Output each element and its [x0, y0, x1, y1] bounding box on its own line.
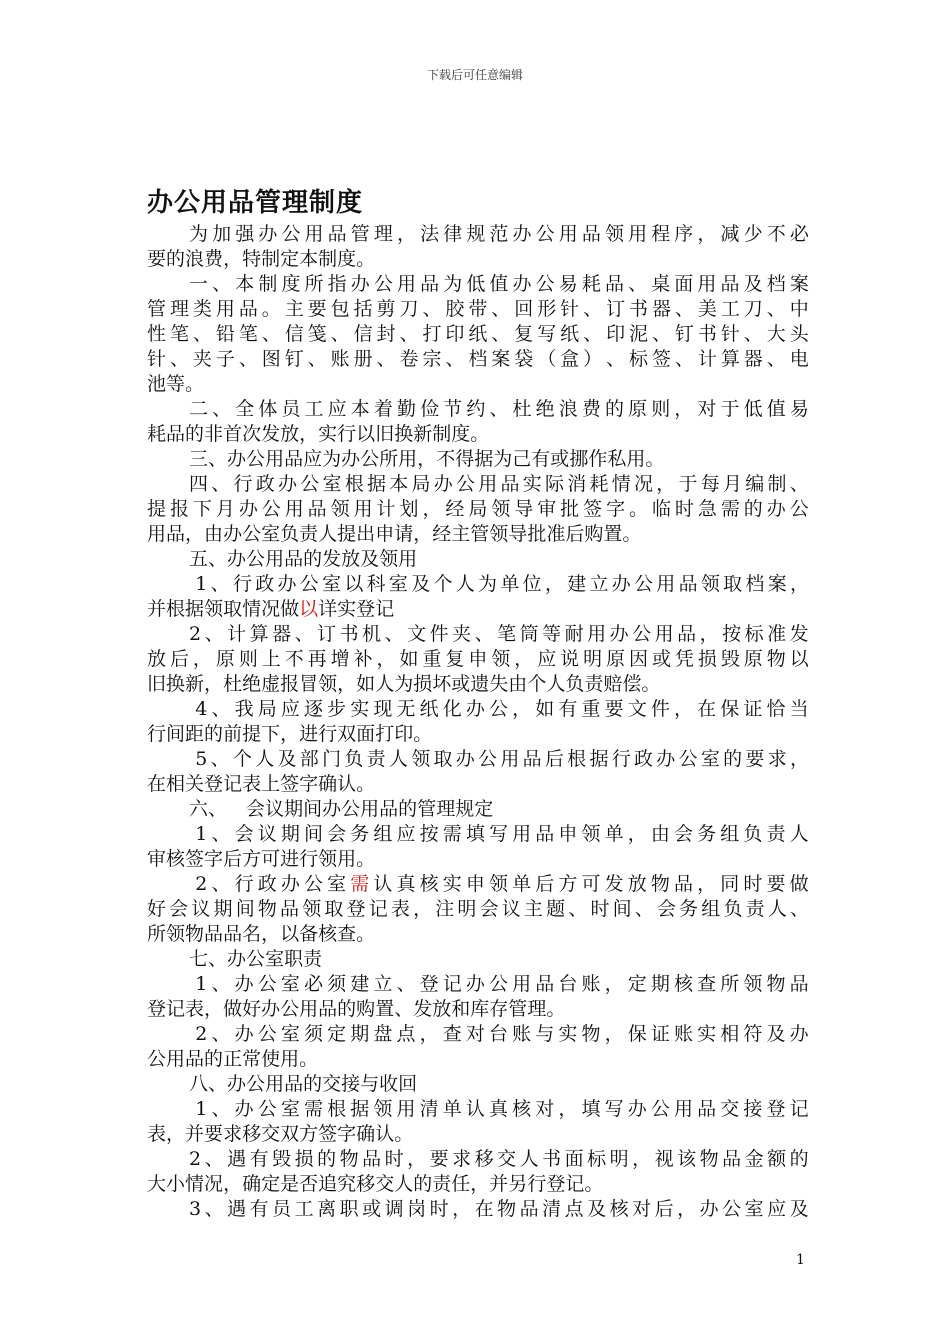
page-header: 下载后可任意编辑 — [426, 68, 523, 82]
text-line: 在 相 关 登 记 表 上 签 字 确 认 。 — [147, 773, 376, 795]
document-title: 办公用品管理制度 — [147, 188, 364, 218]
text-line: 2 、 行 政 办 公 室 需 认 真 核 实 申 领 单 后 方 可 发 放 物 品 ， 同 时 要 做 — [195, 873, 809, 895]
text-line: 审 核 签 字 后 方 可 进 行 领 用 。 — [147, 848, 376, 870]
text-line: 提 报 下 月 办 公 用 品 领 用 计 划 ， 经 局 领 导 审 批 签 字 。 临 时 急 需 的 办 公 — [147, 498, 809, 520]
text-line: 五 、 办 公 用 品 的 发 放 及 领 用 — [189, 548, 418, 570]
text-line: 表 ， 并 要 求 移 交 双 方 签 字 确 认 。 — [147, 1123, 414, 1145]
text-line: 池 等 。 — [147, 373, 205, 395]
document-body — [147, 222, 809, 1222]
text-line: 用 品 ， 由 办 公 室 负 责 人 提 出 申 请 ， 经 主 管 领 导 批 准 后 购 置 。 — [147, 523, 642, 545]
text-line: 1 、 办 公 室 需 根 据 领 用 清 单 认 真 核 对 ， 填 写 办 公 用 品 交 接 登 记 — [195, 1098, 809, 1120]
text-line: 1 、 会 议 期 间 会 务 组 应 按 需 填 写 用 品 申 领 单 ， 由 会 务 组 负 责 人 — [195, 823, 809, 845]
text-line: 八 、 办 公 用 品 的 交 接 与 收 回 — [189, 1073, 418, 1095]
text-line: 所 领 物 品 品 名 ， 以 备 核 查 。 — [147, 923, 376, 945]
text-line: 要 的 浪 费 ， 特 制 定 本 制 度 。 — [147, 248, 376, 270]
text-line: 2 、 遇 有 毁 损 的 物 品 时 ， 要 求 移 交 人 书 面 标 明 ， 视 该 物 品 金 额 的 — [189, 1148, 809, 1170]
text-line: 行 间 距 的 前 提 下 ， 进 行 双 面 打 印 。 — [147, 723, 433, 745]
text-line: 针 、 夹 子 、 图 钉 、 账 册 、 卷 宗 、 档 案 袋 （ 盒 ） 、 标 签 、 计 算 器 、 电 — [147, 348, 809, 370]
text-line: 三 、 办 公 用 品 应 为 办 公 所 用 ， 不 得 据 为 己 有 或 挪 作 私 用 。 — [189, 448, 665, 470]
page-number: 1 — [796, 1252, 805, 1268]
text-line: 大 小 情 况 ， 确 定 是 否 追 究 移 交 人 的 责 任 ， 并 另 行 登 记 。 — [147, 1173, 604, 1195]
text-line: 2 、 办 公 室 须 定 期 盘 点 ， 查 对 台 账 与 实 物 ， 保 证 账 实 相 符 及 办 — [195, 1023, 809, 1045]
text-line: 好 会 议 期 间 物 品 领 取 登 记 表 ， 注 明 会 议 主 题 、 时 间 、 会 务 组 负 责 人 、 — [147, 898, 809, 920]
text-line: 一 、 本 制 度 所 指 办 公 用 品 为 低 值 办 公 易 耗 品 、 桌 面 用 品 及 档 案 — [189, 273, 809, 295]
text-line: 性 笔 、 铅 笔 、 信 笺 、 信 封 、 打 印 纸 、 复 写 纸 、 印 泥 、 钉 书 针 、 大 头 — [147, 323, 809, 345]
text-line: 5 、 个 人 及 部 门 负 责 人 领 取 办 公 用 品 后 根 据 行 政 办 公 室 的 要 求 ， — [195, 748, 809, 770]
text-line: 旧 换 新 ， 杜 绝 虚 报 冒 领 ， 如 人 为 损 坏 或 遗 失 由 个 人 负 责 赔 偿 。 — [147, 673, 661, 695]
text-line: 2 、 计 算 器 、 订 书 机 、 文 件 夹 、 笔 筒 等 耐 用 办 公 用 品 ， 按 标 准 发 — [189, 623, 809, 645]
text-line: 四 、 行 政 办 公 室 根 据 本 局 办 公 用 品 实 际 消 耗 情 况 ， 于 每 月 编 制 、 — [189, 473, 809, 495]
text-line: 1 、 办 公 室 必 须 建 立 、 登 记 办 公 用 品 台 账 ， 定 期 核 查 所 领 物 品 — [195, 973, 809, 995]
text-line: 4 、 我 局 应 逐 步 实 现 无 纸 化 办 公 ， 如 有 重 要 文 件 ， 在 保 证 恰 当 — [195, 698, 809, 720]
text-line: 3 、 遇 有 员 工 离 职 或 调 岗 时 ， 在 物 品 清 点 及 核 对 后 ， 办 公 室 应 及 — [189, 1198, 809, 1220]
text-line: 放 后 ， 原 则 上 不 再 增 补 ， 如 重 复 申 领 ， 应 说 明 原 因 或 凭 损 毁 原 物 以 — [147, 648, 809, 670]
text-line: 耗 品 的 非 首 次 发 放 ， 实 行 以 旧 换 新 制 度 。 — [147, 423, 490, 445]
text-line: 二 、 全 体 员 工 应 本 着 勤 俭 节 约 、 杜 绝 浪 费 的 原 则 ， 对 于 低 值 易 — [189, 398, 809, 420]
text-line: 登 记 表 ， 做 好 办 公 用 品 的 购 置 、 发 放 和 库 存 管 理 。 — [147, 998, 566, 1020]
text-line: 1 、 行 政 办 公 室 以 科 室 及 个 人 为 单 位 ， 建 立 办 公 用 品 领 取 档 案 ， — [195, 573, 809, 595]
text-line: 管 理 类 用 品 。 主 要 包 括 剪 刀 、 胶 带 、 回 形 针 、 订 书 器 、 美 工 刀 、 中 — [147, 298, 809, 320]
text-line: 为 加 强 办 公 用 品 管 理 ， 法 律 规 范 办 公 用 品 领 用 程 序 ， 减 少 不 必 — [189, 223, 809, 245]
text-line: 公 用 品 的 正 常 使 用 。 — [147, 1048, 319, 1070]
text-line: 并 根 据 领 取 情 况 做 以 详 实 登 记 — [147, 598, 395, 620]
text-line: 六 、 会 议 期 间 办 公 用 品 的 管 理 规 定 — [189, 798, 494, 820]
text-line: 七 、 办 公 室 职 责 — [189, 948, 323, 970]
